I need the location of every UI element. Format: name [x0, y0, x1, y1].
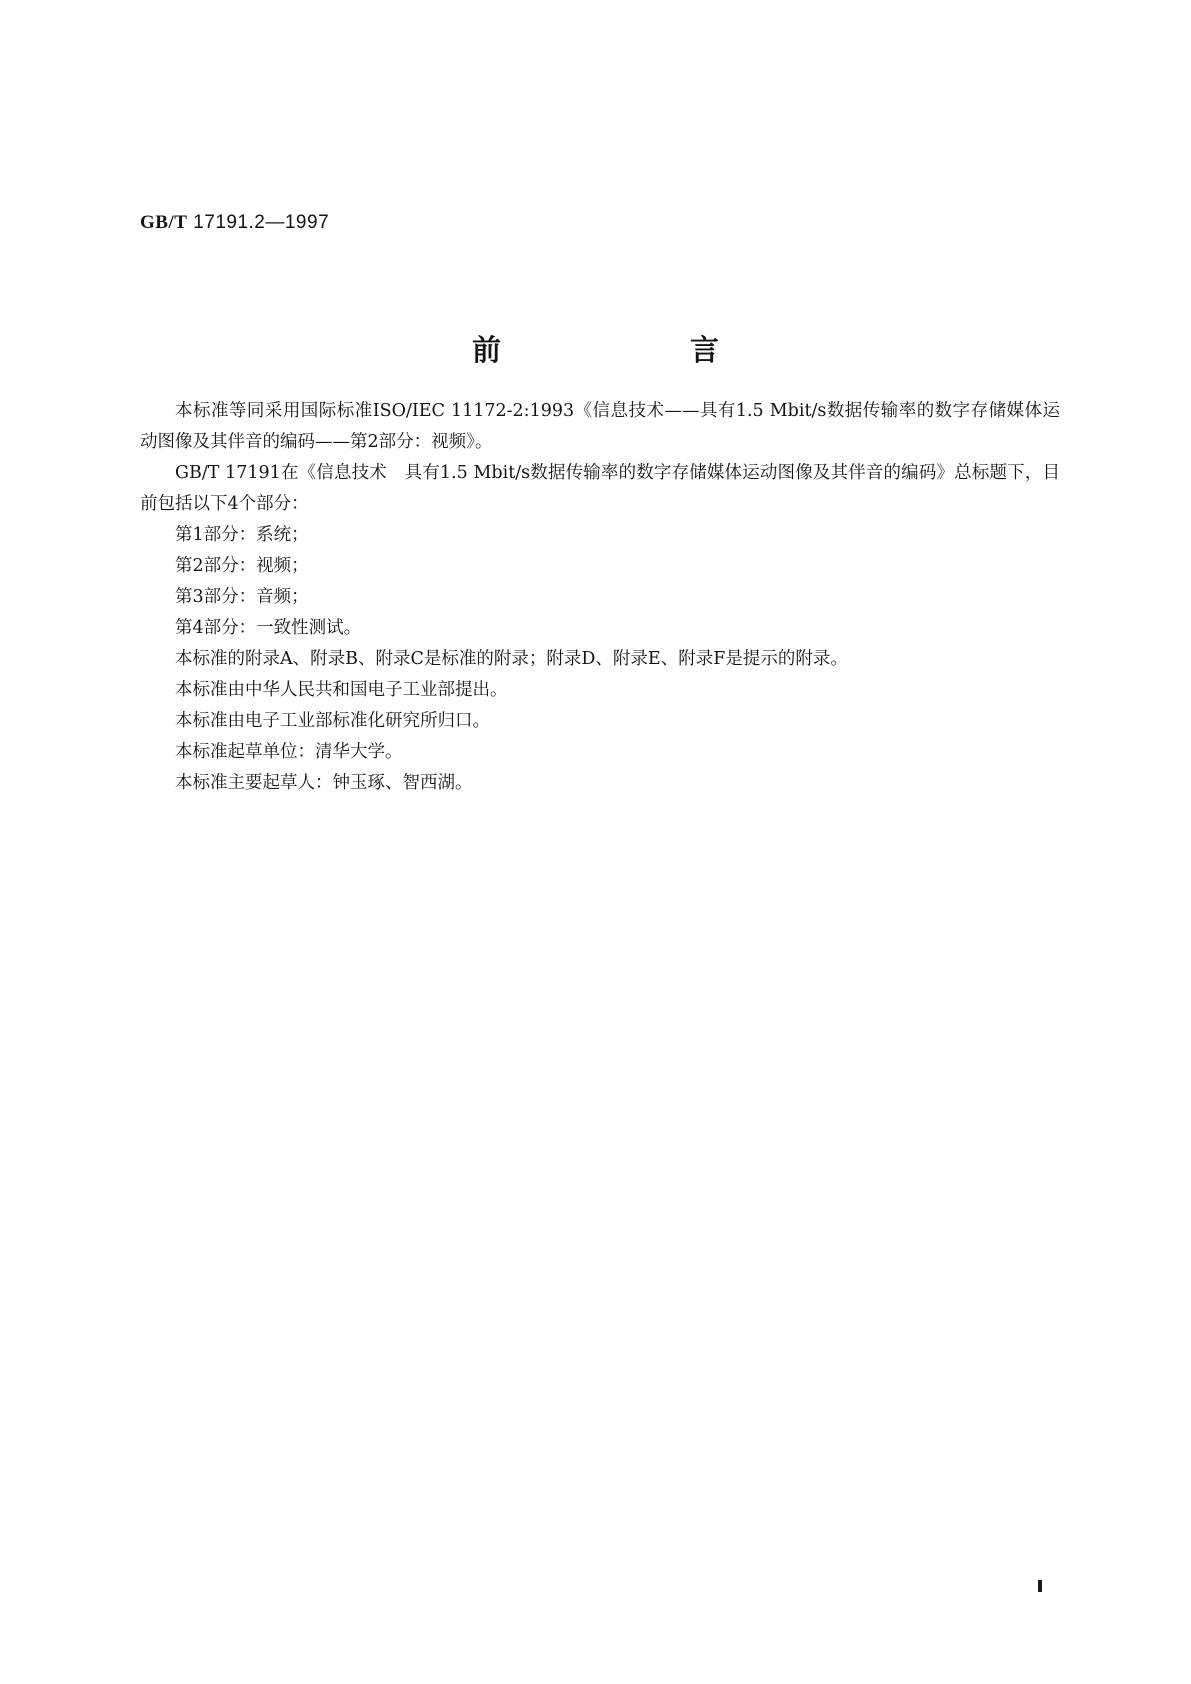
- paragraph-annexes: 本标准的附录A、附录B、附录C是标准的附录；附录D、附录E、附录F是提示的附录。: [175, 649, 848, 669]
- list-item-part-3: 第3部分：音频；: [175, 587, 309, 607]
- list-item-part-4: 第4部分：一致性测试。: [175, 618, 362, 638]
- list-item-part-2: 第2部分：视频；: [175, 556, 309, 576]
- paragraph-series-overview: GB/T 17191在《信息技术 具有1.5 Mbit/s数据传输率的数字存储媒体运动图像及其伴音的编码》总标题下，目前包括以下4个部分：: [140, 463, 1060, 514]
- paragraph-drafting-unit: 本标准起草单位：清华大学。: [175, 742, 403, 762]
- page-number-mark: [1038, 1580, 1042, 1592]
- foreword-body: [140, 396, 1060, 799]
- standard-prefix: GB/T: [140, 212, 188, 233]
- standard-number: 17191.2—1997: [193, 212, 330, 233]
- list-item-part-1: 第1部分：系统；: [175, 525, 309, 545]
- page-title: 前 言: [471, 333, 799, 367]
- paragraph-drafters: 本标准主要起草人：钟玉琢、智西湖。: [175, 773, 473, 793]
- paragraph-administrator: 本标准由电子工业部标准化研究所归口。: [175, 711, 490, 731]
- paragraph-adoption: 本标准等同采用国际标准ISO/IEC 11172-2:1993《信息技术——具有1.5 Mbit/s数据传输率的数字存储媒体运动图像及其伴音的编码——第2部分：视频》。: [140, 401, 1060, 452]
- paragraph-proposer: 本标准由中华人民共和国电子工业部提出。: [175, 680, 508, 700]
- document-code: [140, 212, 329, 234]
- page-number: [1030, 1596, 1035, 1610]
